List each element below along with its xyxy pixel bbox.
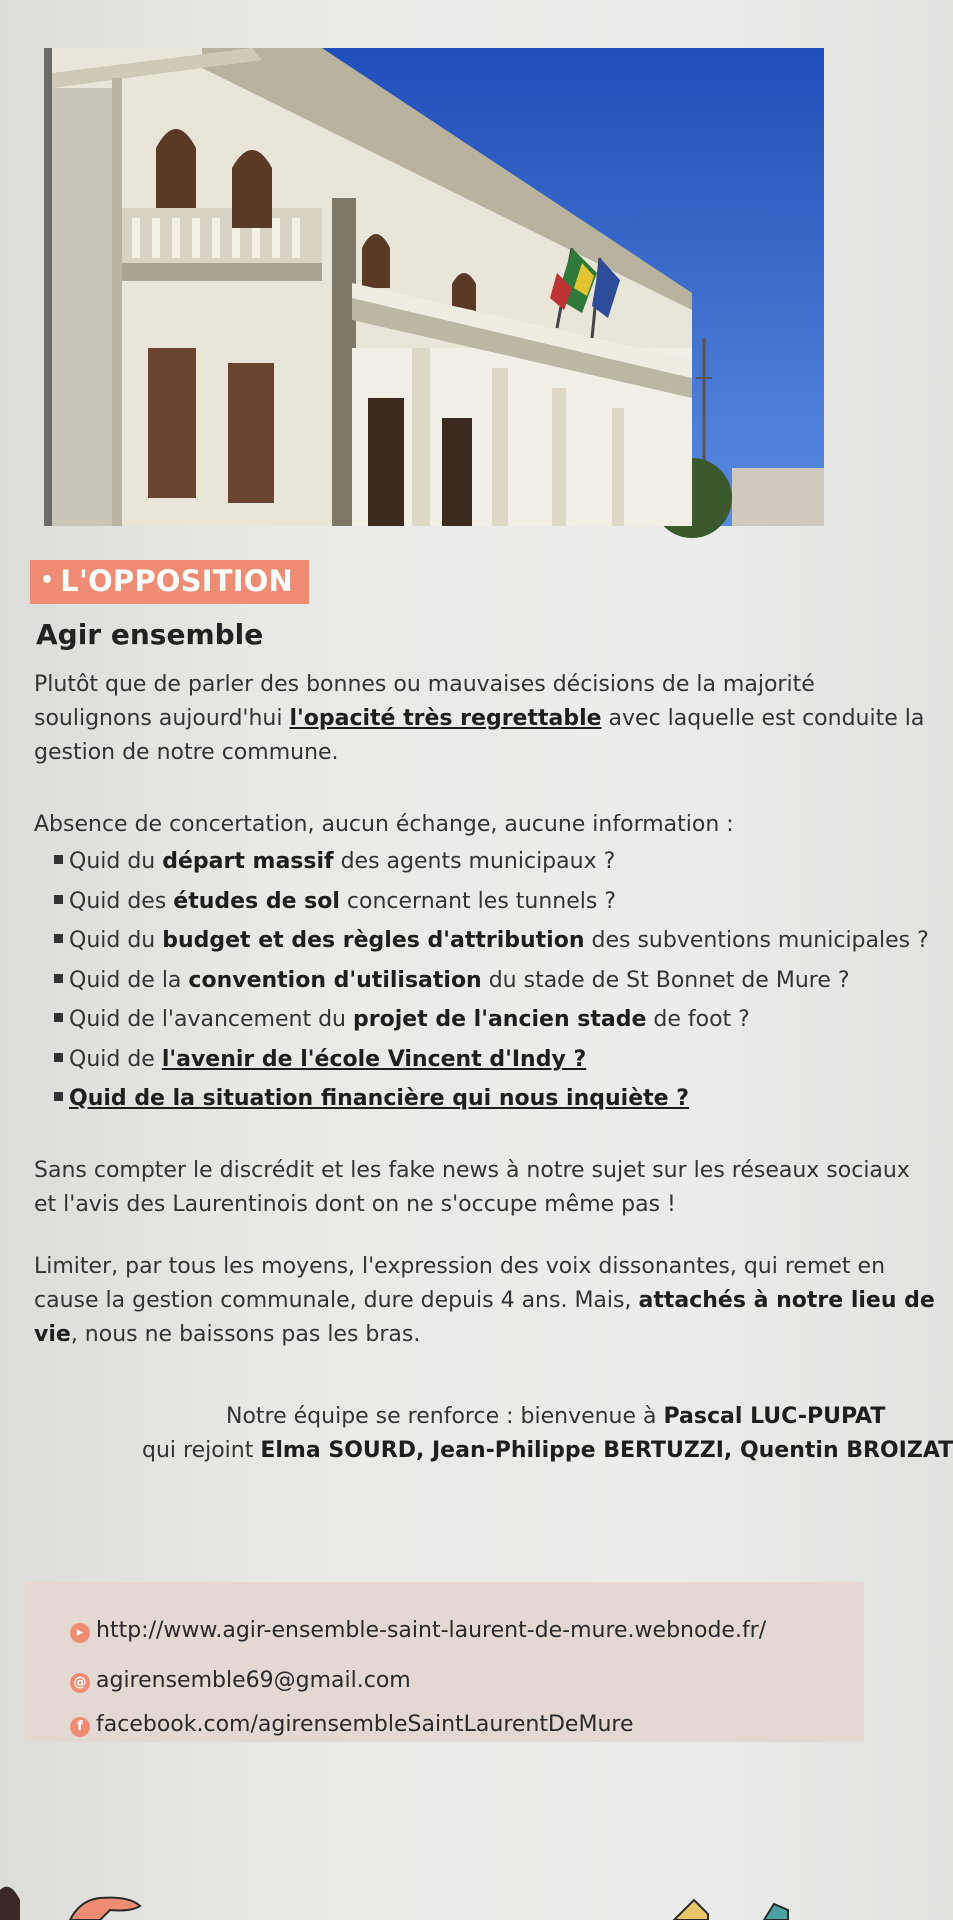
bullet-icon — [54, 855, 63, 864]
intro-line-2 — [34, 702, 924, 736]
decoration-hands-icon — [0, 1860, 160, 1920]
questions-list — [54, 842, 929, 1119]
building-illustration — [52, 48, 824, 526]
intro-line-2-start: soulignons aujourd'hui — [34, 706, 290, 731]
paragraph-fake-news — [34, 1154, 910, 1222]
section-tag — [30, 560, 309, 604]
para4-line-3: vie, nous ne baissons pas les bras. — [34, 1322, 421, 1347]
list-item: Quid du départ massif des agents municipaux ? — [54, 842, 929, 882]
intro-line-3: gestion de notre commune. — [34, 740, 339, 765]
para4-line-1: Limiter, par tous les moyens, l'expression des voix dissonantes, qui remet en — [34, 1254, 886, 1279]
list-intro: Absence de concertation, aucun échange, aucune information : — [34, 812, 734, 837]
list-item: Quid de l'avancement du projet de l'ancien stade de foot ? — [54, 1000, 929, 1040]
intro-emphasis: l'opacité très regrettable — [289, 706, 602, 731]
paragraph-dissonant-voices — [34, 1250, 935, 1352]
bullet-icon — [54, 895, 63, 904]
article-title: Agir ensemble — [36, 618, 264, 651]
decoration-shapes-icon — [664, 1880, 824, 1920]
list-item: Quid du budget et des règles d'attribution des subventions municipales ? — [54, 921, 929, 961]
list-item: Quid de l'avenir de l'école Vincent d'Indy ? — [54, 1040, 929, 1080]
facebook-link[interactable]: f facebook.com/agirensembleSaintLaurentDeMure — [70, 1712, 634, 1737]
globe-icon: ▸ — [70, 1623, 90, 1643]
bullet-icon — [54, 1013, 63, 1022]
para3-line-1: Sans compter le discrédit et les fake news à notre sujet sur les réseaux sociaux — [34, 1158, 910, 1183]
town-hall-photo — [44, 48, 824, 526]
list-item: Quid de la convention d'utilisation du stade de St Bonnet de Mure ? — [54, 961, 929, 1001]
mail-icon: @ — [70, 1673, 90, 1693]
email-link[interactable]: @ agirensemble69@gmail.com — [70, 1668, 411, 1693]
bullet-icon — [54, 974, 63, 983]
website-link[interactable]: ▸ http://www.agir-ensemble-saint-laurent-de-mure.webnode.fr/ — [70, 1618, 766, 1643]
intro-line-2-end: avec laquelle est conduite la — [601, 706, 925, 731]
intro-line-1: Plutôt que de parler des bonnes ou mauvaises décisions de la majorité — [34, 672, 815, 697]
para4-line-2: cause la gestion communale, dure depuis 4 ans. Mais, attachés à notre lieu de — [34, 1288, 935, 1313]
tag-label: L'OPPOSITION — [60, 564, 294, 598]
facebook-icon: f — [70, 1717, 90, 1737]
signature-line-1: Notre équipe se renforce : bienvenue à Pascal LUC-PUPAT — [226, 1404, 886, 1429]
bullet-icon — [54, 1092, 63, 1101]
para3-line-2: et l'avis des Laurentinois dont on ne s'occupe même pas ! — [34, 1192, 676, 1217]
intro-paragraph — [34, 668, 924, 770]
list-item: Quid des études de sol concernant les tunnels ? — [54, 882, 929, 922]
list-item: Quid de la situation financière qui nous inquiète ? — [54, 1079, 929, 1119]
bullet-icon — [54, 1053, 63, 1062]
tag-bullet: • — [40, 568, 55, 593]
signature-line-2: qui rejoint Elma SOURD, Jean-Philippe BERTUZZI, Quentin BROIZAT — [142, 1438, 953, 1463]
bullet-icon — [54, 934, 63, 943]
